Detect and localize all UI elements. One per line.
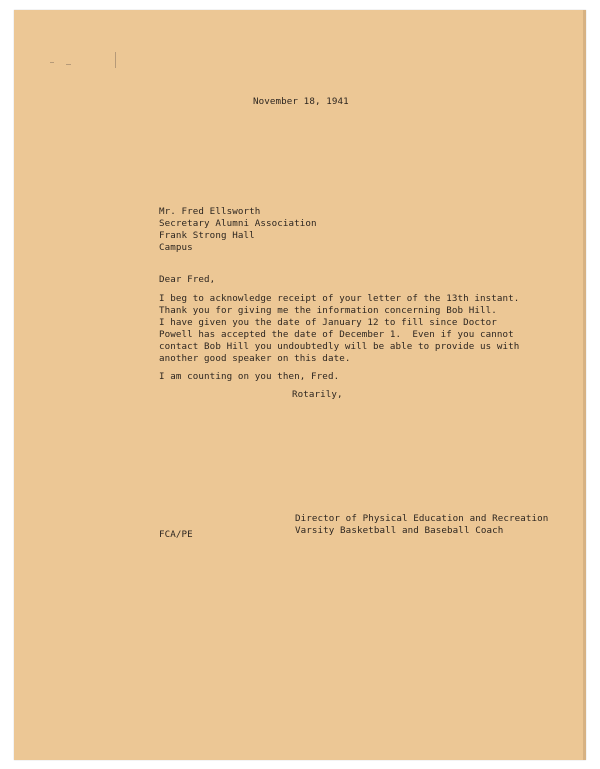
body-line: Powell has accepted the date of December 1. Even if you cannot <box>159 329 514 340</box>
reference-initials: FCA/PE <box>159 529 193 540</box>
signature-title-2: Varsity Basketball and Baseball Coach <box>295 525 504 536</box>
body-line: I have given you the date of January 12 to fill since Doctor <box>159 317 497 328</box>
letter-date: November 18, 1941 <box>253 96 349 107</box>
closing-note: I am counting on you then, Fred. <box>159 371 340 382</box>
salutation: Dear Fred, <box>159 274 216 285</box>
recipient-name: Mr. Fred Ellsworth <box>159 206 261 217</box>
body-line: Thank you for giving me the information concerning Bob Hill. <box>159 305 497 316</box>
paper-speck <box>115 52 116 68</box>
complimentary-close: Rotarily, <box>292 389 343 400</box>
body-line: contact Bob Hill you undoubtedly will be able to provide us with <box>159 341 520 352</box>
body-line: I beg to acknowledge receipt of your letter of the 13th instant. <box>159 293 520 304</box>
paper-speck <box>66 64 71 65</box>
recipient-building: Frank Strong Hall <box>159 230 255 241</box>
body-line: another good speaker on this date. <box>159 353 351 364</box>
recipient-title: Secretary Alumni Association <box>159 218 317 229</box>
paper-speck <box>50 62 54 63</box>
letter-page <box>14 10 586 760</box>
signature-title: Director of Physical Education and Recreation <box>295 513 549 524</box>
recipient-location: Campus <box>159 242 193 253</box>
